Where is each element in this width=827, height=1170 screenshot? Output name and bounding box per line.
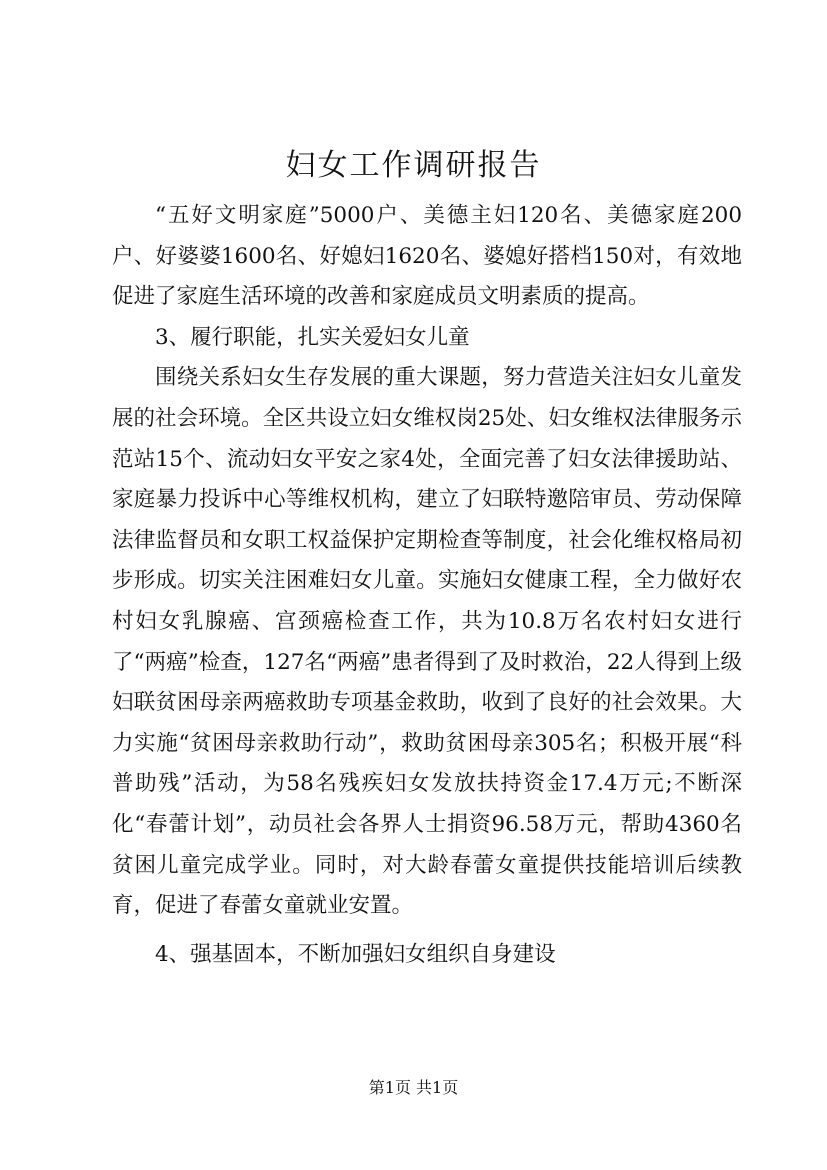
document-title: 妇女工作调研报告 <box>285 148 542 183</box>
section-heading-4: 4、强基固本，不断加强妇女组织自身建设 <box>155 941 556 967</box>
paragraph-women-children: 围绕关系妇女生存发展的重大课题，努力营造关注妇女儿童发展的社会环境。全区共设立妇女维权岗25处、妇女维权法律服务示范站15个、流动妇女平安之家4处，全面完善了妇女法律援助站、家庭暴力投诉中心等维权机构，建立了妇联特邀陪审员、劳动保障法律监督员和女职工权益保护定期检查等制度，社会化维权格局初步形成。切实关注困难妇女儿童。实施妇女健康工程，全力做好农村妇女乳腺癌、宫颈癌检查工作，共为10.8万名农村妇女进行了“两癌”检查，127名“两癌”患者得到了及时救治，22人得到上级妇联贫困母亲两癌救助专项基金救助，收到了良好的社会效果。大力实施“贫困母亲救助行动”，救助贫困母亲305名；积极开展“科普助残”活动，为58名残疾妇女发放扶持资金17.4万元;不断深化“春蕾计划”，动员社会各界人士捐资96.58万元，帮助4360名贫困儿童完成学业。同时，对大龄春蕾女童提供技能培训后续教育，促进了春蕾女童就业安置。 <box>112 365 742 919</box>
document-body <box>112 196 742 975</box>
paragraph-families: “五好文明家庭”5000户、美德主妇120名、美德家庭200户、好婆婆1600名、好媳妇1620名、婆媳好搭档150对，有效地促进了家庭生活环境的改善和家庭成员文明素质的提高。 <box>112 203 742 310</box>
section-heading-3: 3、履行职能，扎实关爱妇女儿童 <box>155 324 470 350</box>
page-number-footer: 第1页 共1页 <box>368 1078 459 1097</box>
